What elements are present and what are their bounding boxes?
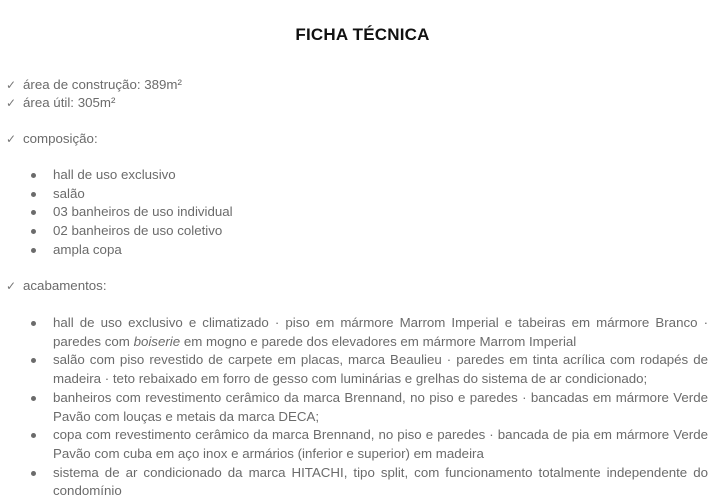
list-item: copa com revestimento cerâmico da marca Brennand, no piso e paredes · bancada de pia em mármore Verde Pavão com cuba em aço inox e armários (inferior e superior) em madeira xyxy=(0,426,725,463)
area-util-line xyxy=(6,94,115,112)
bullet-icon xyxy=(31,192,36,197)
bullet-icon xyxy=(31,396,36,401)
list-item: 02 banheiros de uso coletivo xyxy=(0,222,725,241)
boiserie-emphasis: boiserie xyxy=(133,333,181,349)
bullet-icon xyxy=(31,433,36,438)
acabamentos-list xyxy=(0,314,725,501)
checkmark-icon: ✓ xyxy=(6,78,17,92)
bullet-icon xyxy=(31,248,36,253)
list-item: hall de uso exclusivo e climatizado · piso em mármore Marrom Imperial e tabeiras em mármore Branco · paredes com boiserie em mogno e parede dos elevadores em mármore Marrom Imperial xyxy=(0,314,725,351)
area-construcao-line xyxy=(6,76,182,94)
acabamentos-heading xyxy=(6,277,107,295)
list-item: salão xyxy=(0,185,725,204)
checkmark-icon: ✓ xyxy=(6,132,17,146)
bullet-icon xyxy=(31,321,36,326)
bullet-icon xyxy=(31,173,36,178)
page-title: FICHA TÉCNICA xyxy=(295,25,430,44)
composicao-heading xyxy=(6,130,98,148)
area-construcao-text: área de construção: 389m² xyxy=(23,77,182,92)
checkmark-icon: ✓ xyxy=(6,279,17,293)
bullet-icon xyxy=(31,358,36,363)
list-item: sistema de ar condicionado da marca HITACHI, tipo split, com funcionamento totalmente independente do condomínio xyxy=(0,464,725,501)
bullet-icon xyxy=(31,229,36,234)
composicao-label: composição: xyxy=(23,131,98,146)
area-util-text: área útil: 305m² xyxy=(23,95,116,110)
acabamentos-label: acabamentos: xyxy=(23,278,107,293)
list-item: banheiros com revestimento cerâmico da marca Brennand, no piso e paredes · bancadas em mármore Verde Pavão com louças e metais da marca DECA; xyxy=(0,389,725,426)
bullet-icon xyxy=(31,210,36,215)
list-item: 03 banheiros de uso individual xyxy=(0,203,725,222)
list-item: hall de uso exclusivo xyxy=(0,166,725,185)
checkmark-icon: ✓ xyxy=(6,96,17,110)
composicao-list xyxy=(0,166,725,260)
bullet-icon xyxy=(31,471,36,476)
list-item: salão com piso revestido de carpete em placas, marca Beaulieu · paredes em tinta acrílica com rodapés de madeira · teto rebaixado em forro de gesso com luminárias e grelhas do sistema de ar condicionado; xyxy=(0,351,725,388)
list-item: ampla copa xyxy=(0,241,725,260)
